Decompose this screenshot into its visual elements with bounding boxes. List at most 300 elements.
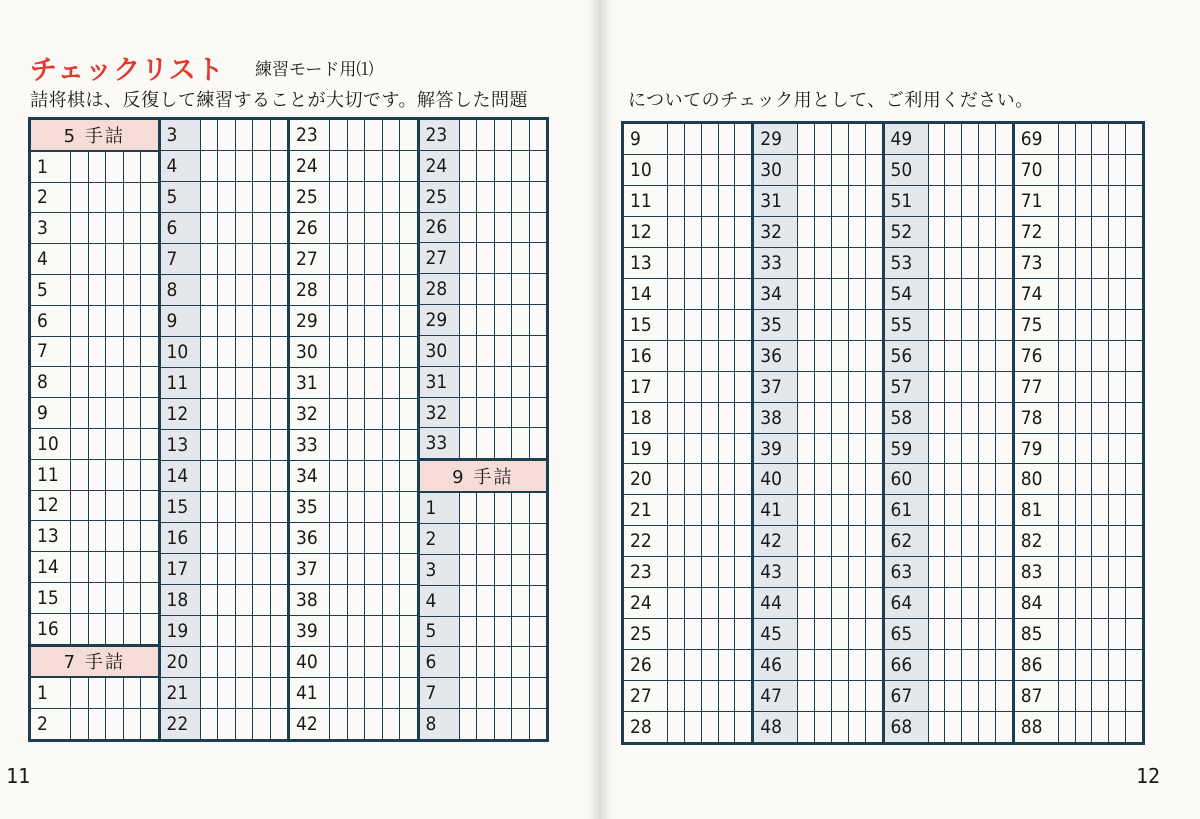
check-box[interactable] [798, 186, 815, 216]
check-box[interactable] [996, 186, 1012, 216]
check-box[interactable] [945, 279, 962, 309]
check-box[interactable] [530, 367, 547, 397]
check-box[interactable] [477, 213, 495, 243]
check-box[interactable] [477, 243, 495, 273]
check-box[interactable] [477, 305, 495, 335]
check-box[interactable] [330, 213, 348, 243]
check-box[interactable] [383, 585, 401, 615]
check-box[interactable] [945, 310, 962, 340]
check-box[interactable] [253, 368, 271, 398]
check-box[interactable] [962, 557, 979, 587]
check-box[interactable] [945, 248, 962, 278]
check-box[interactable] [1109, 681, 1126, 711]
check-box[interactable] [330, 709, 348, 739]
check-box[interactable] [735, 124, 751, 154]
check-box[interactable] [106, 152, 124, 182]
check-box[interactable] [124, 337, 142, 367]
check-box[interactable] [798, 464, 815, 494]
check-box[interactable] [477, 367, 495, 397]
check-box[interactable] [141, 521, 158, 551]
check-box[interactable] [1126, 186, 1142, 216]
check-box[interactable] [383, 709, 401, 739]
check-box[interactable] [218, 368, 236, 398]
check-box[interactable] [477, 555, 495, 585]
check-box[interactable] [815, 310, 832, 340]
check-box[interactable] [495, 398, 513, 428]
check-box[interactable] [685, 279, 702, 309]
check-box[interactable] [89, 429, 107, 459]
check-box[interactable] [849, 557, 866, 587]
check-box[interactable] [929, 464, 946, 494]
check-box[interactable] [477, 678, 495, 708]
check-box[interactable] [495, 709, 513, 739]
check-box[interactable] [735, 186, 751, 216]
check-box[interactable] [979, 495, 996, 525]
check-box[interactable] [201, 368, 219, 398]
check-box[interactable] [106, 398, 124, 428]
check-box[interactable] [1059, 279, 1076, 309]
check-box[interactable] [1076, 124, 1093, 154]
check-box[interactable] [460, 555, 478, 585]
check-box[interactable] [348, 306, 366, 336]
check-box[interactable] [815, 588, 832, 618]
check-box[interactable] [477, 493, 495, 523]
check-box[interactable] [996, 588, 1012, 618]
check-box[interactable] [1109, 557, 1126, 587]
check-box[interactable] [271, 244, 288, 274]
check-box[interactable] [477, 428, 495, 458]
check-box[interactable] [962, 248, 979, 278]
check-box[interactable] [512, 617, 530, 647]
check-box[interactable] [945, 341, 962, 371]
check-box[interactable] [460, 647, 478, 677]
check-box[interactable] [124, 678, 142, 708]
check-box[interactable] [832, 557, 849, 587]
check-box[interactable] [330, 151, 348, 181]
check-box[interactable] [815, 681, 832, 711]
check-box[interactable] [530, 398, 547, 428]
check-box[interactable] [996, 155, 1012, 185]
check-box[interactable] [702, 619, 719, 649]
check-box[interactable] [668, 217, 685, 247]
check-box[interactable] [271, 430, 288, 460]
check-box[interactable] [1109, 588, 1126, 618]
check-box[interactable] [668, 248, 685, 278]
check-box[interactable] [495, 524, 513, 554]
check-box[interactable] [201, 399, 219, 429]
check-box[interactable] [1059, 588, 1076, 618]
check-box[interactable] [495, 151, 513, 181]
check-box[interactable] [685, 650, 702, 680]
check-box[interactable] [849, 186, 866, 216]
check-box[interactable] [702, 650, 719, 680]
check-box[interactable] [477, 182, 495, 212]
check-box[interactable] [1109, 712, 1126, 742]
check-box[interactable] [849, 279, 866, 309]
check-box[interactable] [719, 526, 736, 556]
check-box[interactable] [460, 493, 478, 523]
check-box[interactable] [719, 681, 736, 711]
check-box[interactable] [929, 434, 946, 464]
check-box[interactable] [929, 619, 946, 649]
check-box[interactable] [365, 244, 383, 274]
check-box[interactable] [1092, 186, 1109, 216]
check-box[interactable] [945, 681, 962, 711]
check-box[interactable] [400, 647, 417, 677]
check-box[interactable] [71, 552, 89, 582]
check-box[interactable] [996, 557, 1012, 587]
check-box[interactable] [495, 586, 513, 616]
check-box[interactable] [330, 647, 348, 677]
check-box[interactable] [1059, 434, 1076, 464]
check-box[interactable] [702, 403, 719, 433]
check-box[interactable] [1109, 186, 1126, 216]
check-box[interactable] [383, 182, 401, 212]
check-box[interactable] [849, 619, 866, 649]
check-box[interactable] [1059, 310, 1076, 340]
check-box[interactable] [253, 461, 271, 491]
check-box[interactable] [271, 120, 288, 150]
check-box[interactable] [383, 554, 401, 584]
check-box[interactable] [798, 124, 815, 154]
check-box[interactable] [365, 492, 383, 522]
check-box[interactable] [702, 279, 719, 309]
check-box[interactable] [495, 120, 513, 150]
check-box[interactable] [962, 526, 979, 556]
check-box[interactable] [141, 213, 158, 243]
check-box[interactable] [962, 155, 979, 185]
check-box[interactable] [945, 372, 962, 402]
check-box[interactable] [849, 372, 866, 402]
check-box[interactable] [719, 186, 736, 216]
check-box[interactable] [1059, 372, 1076, 402]
check-box[interactable] [71, 275, 89, 305]
check-box[interactable] [1059, 526, 1076, 556]
check-box[interactable] [236, 399, 254, 429]
check-box[interactable] [719, 650, 736, 680]
check-box[interactable] [400, 213, 417, 243]
check-box[interactable] [141, 152, 158, 182]
check-box[interactable] [832, 712, 849, 742]
check-box[interactable] [400, 554, 417, 584]
check-box[interactable] [702, 526, 719, 556]
check-box[interactable] [945, 526, 962, 556]
check-box[interactable] [815, 403, 832, 433]
check-box[interactable] [866, 124, 882, 154]
check-box[interactable] [141, 678, 158, 708]
check-box[interactable] [735, 341, 751, 371]
check-box[interactable] [236, 647, 254, 677]
check-box[interactable] [201, 461, 219, 491]
check-box[interactable] [477, 336, 495, 366]
check-box[interactable] [330, 492, 348, 522]
check-box[interactable] [996, 248, 1012, 278]
check-box[interactable] [1076, 155, 1093, 185]
check-box[interactable] [929, 155, 946, 185]
check-box[interactable] [1126, 155, 1142, 185]
check-box[interactable] [685, 124, 702, 154]
check-box[interactable] [71, 429, 89, 459]
check-box[interactable] [832, 495, 849, 525]
check-box[interactable] [253, 151, 271, 181]
check-box[interactable] [365, 616, 383, 646]
check-box[interactable] [348, 492, 366, 522]
check-box[interactable] [106, 583, 124, 613]
check-box[interactable] [201, 554, 219, 584]
check-box[interactable] [89, 244, 107, 274]
check-box[interactable] [330, 461, 348, 491]
check-box[interactable] [1076, 217, 1093, 247]
check-box[interactable] [495, 617, 513, 647]
check-box[interactable] [201, 492, 219, 522]
check-box[interactable] [798, 279, 815, 309]
check-box[interactable] [1109, 619, 1126, 649]
check-box[interactable] [1126, 403, 1142, 433]
check-box[interactable] [201, 616, 219, 646]
check-box[interactable] [253, 678, 271, 708]
check-box[interactable] [719, 248, 736, 278]
check-box[interactable] [702, 712, 719, 742]
check-box[interactable] [201, 585, 219, 615]
check-box[interactable] [1092, 310, 1109, 340]
check-box[interactable] [348, 585, 366, 615]
check-box[interactable] [89, 491, 107, 521]
check-box[interactable] [383, 678, 401, 708]
check-box[interactable] [383, 399, 401, 429]
check-box[interactable] [236, 523, 254, 553]
check-box[interactable] [866, 557, 882, 587]
check-box[interactable] [832, 619, 849, 649]
check-box[interactable] [702, 310, 719, 340]
check-box[interactable] [798, 310, 815, 340]
check-box[interactable] [815, 712, 832, 742]
check-box[interactable] [512, 555, 530, 585]
check-box[interactable] [477, 586, 495, 616]
check-box[interactable] [512, 182, 530, 212]
check-box[interactable] [365, 306, 383, 336]
check-box[interactable] [460, 586, 478, 616]
check-box[interactable] [495, 213, 513, 243]
check-box[interactable] [253, 337, 271, 367]
check-box[interactable] [798, 341, 815, 371]
check-box[interactable] [1126, 217, 1142, 247]
check-box[interactable] [798, 434, 815, 464]
check-box[interactable] [218, 151, 236, 181]
check-box[interactable] [798, 557, 815, 587]
check-box[interactable] [1059, 186, 1076, 216]
check-box[interactable] [1126, 495, 1142, 525]
check-box[interactable] [1109, 403, 1126, 433]
check-box[interactable] [271, 678, 288, 708]
check-box[interactable] [530, 120, 547, 150]
check-box[interactable] [866, 248, 882, 278]
check-box[interactable] [849, 526, 866, 556]
check-box[interactable] [668, 341, 685, 371]
check-box[interactable] [996, 619, 1012, 649]
check-box[interactable] [1109, 341, 1126, 371]
check-box[interactable] [495, 274, 513, 304]
check-box[interactable] [832, 403, 849, 433]
check-box[interactable] [866, 279, 882, 309]
check-box[interactable] [929, 341, 946, 371]
check-box[interactable] [945, 495, 962, 525]
check-box[interactable] [1076, 495, 1093, 525]
check-box[interactable] [271, 461, 288, 491]
check-box[interactable] [71, 367, 89, 397]
check-box[interactable] [849, 155, 866, 185]
check-box[interactable] [1109, 495, 1126, 525]
check-box[interactable] [962, 619, 979, 649]
check-box[interactable] [236, 430, 254, 460]
check-box[interactable] [218, 430, 236, 460]
check-box[interactable] [668, 526, 685, 556]
check-box[interactable] [530, 243, 547, 273]
check-box[interactable] [495, 243, 513, 273]
check-box[interactable] [141, 183, 158, 213]
check-box[interactable] [530, 555, 547, 585]
check-box[interactable] [271, 554, 288, 584]
check-box[interactable] [1126, 588, 1142, 618]
check-box[interactable] [832, 650, 849, 680]
check-box[interactable] [719, 619, 736, 649]
check-box[interactable] [383, 461, 401, 491]
check-box[interactable] [685, 557, 702, 587]
check-box[interactable] [866, 650, 882, 680]
check-box[interactable] [400, 244, 417, 274]
check-box[interactable] [477, 617, 495, 647]
check-box[interactable] [365, 647, 383, 677]
check-box[interactable] [236, 492, 254, 522]
check-box[interactable] [1092, 372, 1109, 402]
check-box[interactable] [685, 464, 702, 494]
check-box[interactable] [106, 678, 124, 708]
check-box[interactable] [668, 557, 685, 587]
check-box[interactable] [106, 213, 124, 243]
check-box[interactable] [71, 337, 89, 367]
check-box[interactable] [996, 341, 1012, 371]
check-box[interactable] [685, 155, 702, 185]
check-box[interactable] [668, 403, 685, 433]
check-box[interactable] [962, 310, 979, 340]
check-box[interactable] [1059, 464, 1076, 494]
check-box[interactable] [735, 557, 751, 587]
check-box[interactable] [996, 434, 1012, 464]
check-box[interactable] [832, 279, 849, 309]
check-box[interactable] [106, 306, 124, 336]
check-box[interactable] [685, 681, 702, 711]
check-box[interactable] [1109, 310, 1126, 340]
check-box[interactable] [929, 403, 946, 433]
check-box[interactable] [400, 120, 417, 150]
check-box[interactable] [460, 617, 478, 647]
check-box[interactable] [218, 275, 236, 305]
check-box[interactable] [702, 557, 719, 587]
check-box[interactable] [383, 275, 401, 305]
check-box[interactable] [236, 151, 254, 181]
check-box[interactable] [1092, 557, 1109, 587]
check-box[interactable] [1076, 526, 1093, 556]
check-box[interactable] [945, 712, 962, 742]
check-box[interactable] [945, 217, 962, 247]
check-box[interactable] [71, 709, 89, 739]
check-box[interactable] [735, 217, 751, 247]
check-box[interactable] [477, 151, 495, 181]
check-box[interactable] [460, 274, 478, 304]
check-box[interactable] [253, 213, 271, 243]
check-box[interactable] [668, 681, 685, 711]
check-box[interactable] [71, 183, 89, 213]
check-box[interactable] [365, 275, 383, 305]
check-box[interactable] [668, 124, 685, 154]
check-box[interactable] [979, 681, 996, 711]
check-box[interactable] [383, 492, 401, 522]
check-box[interactable] [929, 526, 946, 556]
check-box[interactable] [668, 434, 685, 464]
check-box[interactable] [929, 495, 946, 525]
check-box[interactable] [798, 372, 815, 402]
check-box[interactable] [1076, 310, 1093, 340]
check-box[interactable] [141, 429, 158, 459]
check-box[interactable] [201, 337, 219, 367]
check-box[interactable] [400, 399, 417, 429]
check-box[interactable] [929, 217, 946, 247]
check-box[interactable] [702, 681, 719, 711]
check-box[interactable] [477, 120, 495, 150]
check-box[interactable] [798, 155, 815, 185]
check-box[interactable] [271, 275, 288, 305]
check-box[interactable] [201, 182, 219, 212]
check-box[interactable] [495, 367, 513, 397]
check-box[interactable] [685, 217, 702, 247]
check-box[interactable] [253, 492, 271, 522]
check-box[interactable] [271, 151, 288, 181]
check-box[interactable] [719, 124, 736, 154]
check-box[interactable] [218, 585, 236, 615]
check-box[interactable] [702, 588, 719, 618]
check-box[interactable] [330, 368, 348, 398]
check-box[interactable] [124, 306, 142, 336]
check-box[interactable] [1109, 279, 1126, 309]
check-box[interactable] [668, 155, 685, 185]
check-box[interactable] [383, 616, 401, 646]
check-box[interactable] [929, 712, 946, 742]
check-box[interactable] [719, 557, 736, 587]
check-box[interactable] [979, 650, 996, 680]
check-box[interactable] [1126, 557, 1142, 587]
check-box[interactable] [866, 403, 882, 433]
check-box[interactable] [702, 186, 719, 216]
check-box[interactable] [218, 461, 236, 491]
check-box[interactable] [668, 619, 685, 649]
check-box[interactable] [348, 275, 366, 305]
check-box[interactable] [962, 464, 979, 494]
check-box[interactable] [1092, 248, 1109, 278]
check-box[interactable] [996, 712, 1012, 742]
check-box[interactable] [929, 588, 946, 618]
check-box[interactable] [1059, 712, 1076, 742]
check-box[interactable] [1126, 248, 1142, 278]
check-box[interactable] [832, 372, 849, 402]
check-box[interactable] [1092, 526, 1109, 556]
check-box[interactable] [979, 372, 996, 402]
check-box[interactable] [832, 464, 849, 494]
check-box[interactable] [929, 310, 946, 340]
check-box[interactable] [106, 491, 124, 521]
check-box[interactable] [124, 275, 142, 305]
check-box[interactable] [866, 495, 882, 525]
check-box[interactable] [271, 213, 288, 243]
check-box[interactable] [330, 399, 348, 429]
